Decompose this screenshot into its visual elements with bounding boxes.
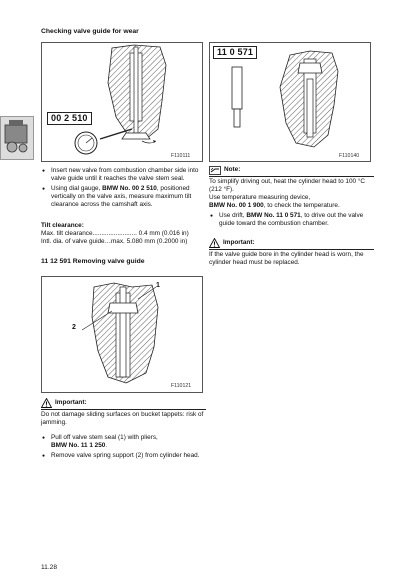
note-line-2: Use temperature measuring device, bbox=[209, 194, 311, 202]
tilt-clearance-block bbox=[41, 222, 206, 247]
important-label: Important: bbox=[55, 398, 87, 406]
list-item: ● Insert new valve from combustion chamber side into valve guide until it reaches the valve stem seal. bbox=[41, 167, 201, 183]
important-block-1 bbox=[41, 398, 206, 427]
tool-tag-00-2-510: 00 2 510 bbox=[47, 112, 92, 125]
figure-valve-guide bbox=[41, 276, 203, 393]
figure-code: F110121 bbox=[171, 383, 192, 389]
figure-dial-gauge bbox=[41, 42, 203, 162]
tilt-line-2: Intl. dia. of valve guide…max. 5.080 mm (0.2000 in) bbox=[41, 238, 188, 246]
note-line-1: To simplify driving out, heat the cylinder head to 100 °C (212 °F). bbox=[209, 177, 366, 193]
tilt-line-1: Max. tilt clearance......................... 0.4 mm (0.016 in) bbox=[41, 230, 189, 238]
section-heading-checking: Checking valve guide for wear bbox=[41, 28, 139, 35]
note-hand-icon bbox=[209, 166, 221, 175]
important-label: Important: bbox=[223, 238, 255, 246]
important-block-2 bbox=[209, 238, 374, 267]
figure-code: F110140 bbox=[339, 153, 360, 159]
callout-2: 2 bbox=[72, 324, 76, 331]
figure-code: F110111 bbox=[171, 153, 191, 159]
tilt-heading: Tilt clearance: bbox=[41, 222, 84, 229]
section-heading-removing: 11 12 591 Removing valve guide bbox=[41, 258, 145, 265]
note-line-3: BMW No. 00 1 900, to check the temperature. bbox=[209, 202, 340, 210]
tool-tag-11-0-571: 11 0 571 bbox=[213, 46, 257, 59]
important-text: Do not damage sliding surfaces on bucket tappets: risk of jamming. bbox=[41, 410, 204, 426]
list-item: ● Use drift, BMW No. 11 0 571, to drive out the valve guide toward the combustion chamber. bbox=[209, 212, 369, 228]
warning-icon bbox=[209, 238, 220, 248]
page-number: 11.28 bbox=[41, 564, 58, 571]
steps-list-2 bbox=[41, 434, 201, 462]
note-block bbox=[209, 166, 374, 211]
steps-list-1 bbox=[41, 167, 201, 211]
engine-thumbnail-icon bbox=[0, 116, 34, 160]
figure-drift bbox=[209, 42, 371, 162]
warning-icon bbox=[41, 398, 52, 408]
important-text: If the valve guide bore in the cylinder head is worn, the cylinder head must be replaced. bbox=[209, 250, 364, 266]
list-item: ● Using dial gauge, BMW No. 00 2 510, positioned vertically on the valve axis, measure maximum tilt clearance across the camshaft axis. bbox=[41, 185, 201, 210]
list-item: ● Pull off valve stem seal (1) with pliers, BMW No. 11 1 250. bbox=[41, 434, 201, 450]
steps-list-3 bbox=[209, 212, 369, 230]
callout-1: 1 bbox=[156, 282, 160, 289]
list-item: ● Remove valve spring support (2) from cylinder head. bbox=[41, 452, 201, 460]
note-label: Note: bbox=[224, 166, 241, 174]
